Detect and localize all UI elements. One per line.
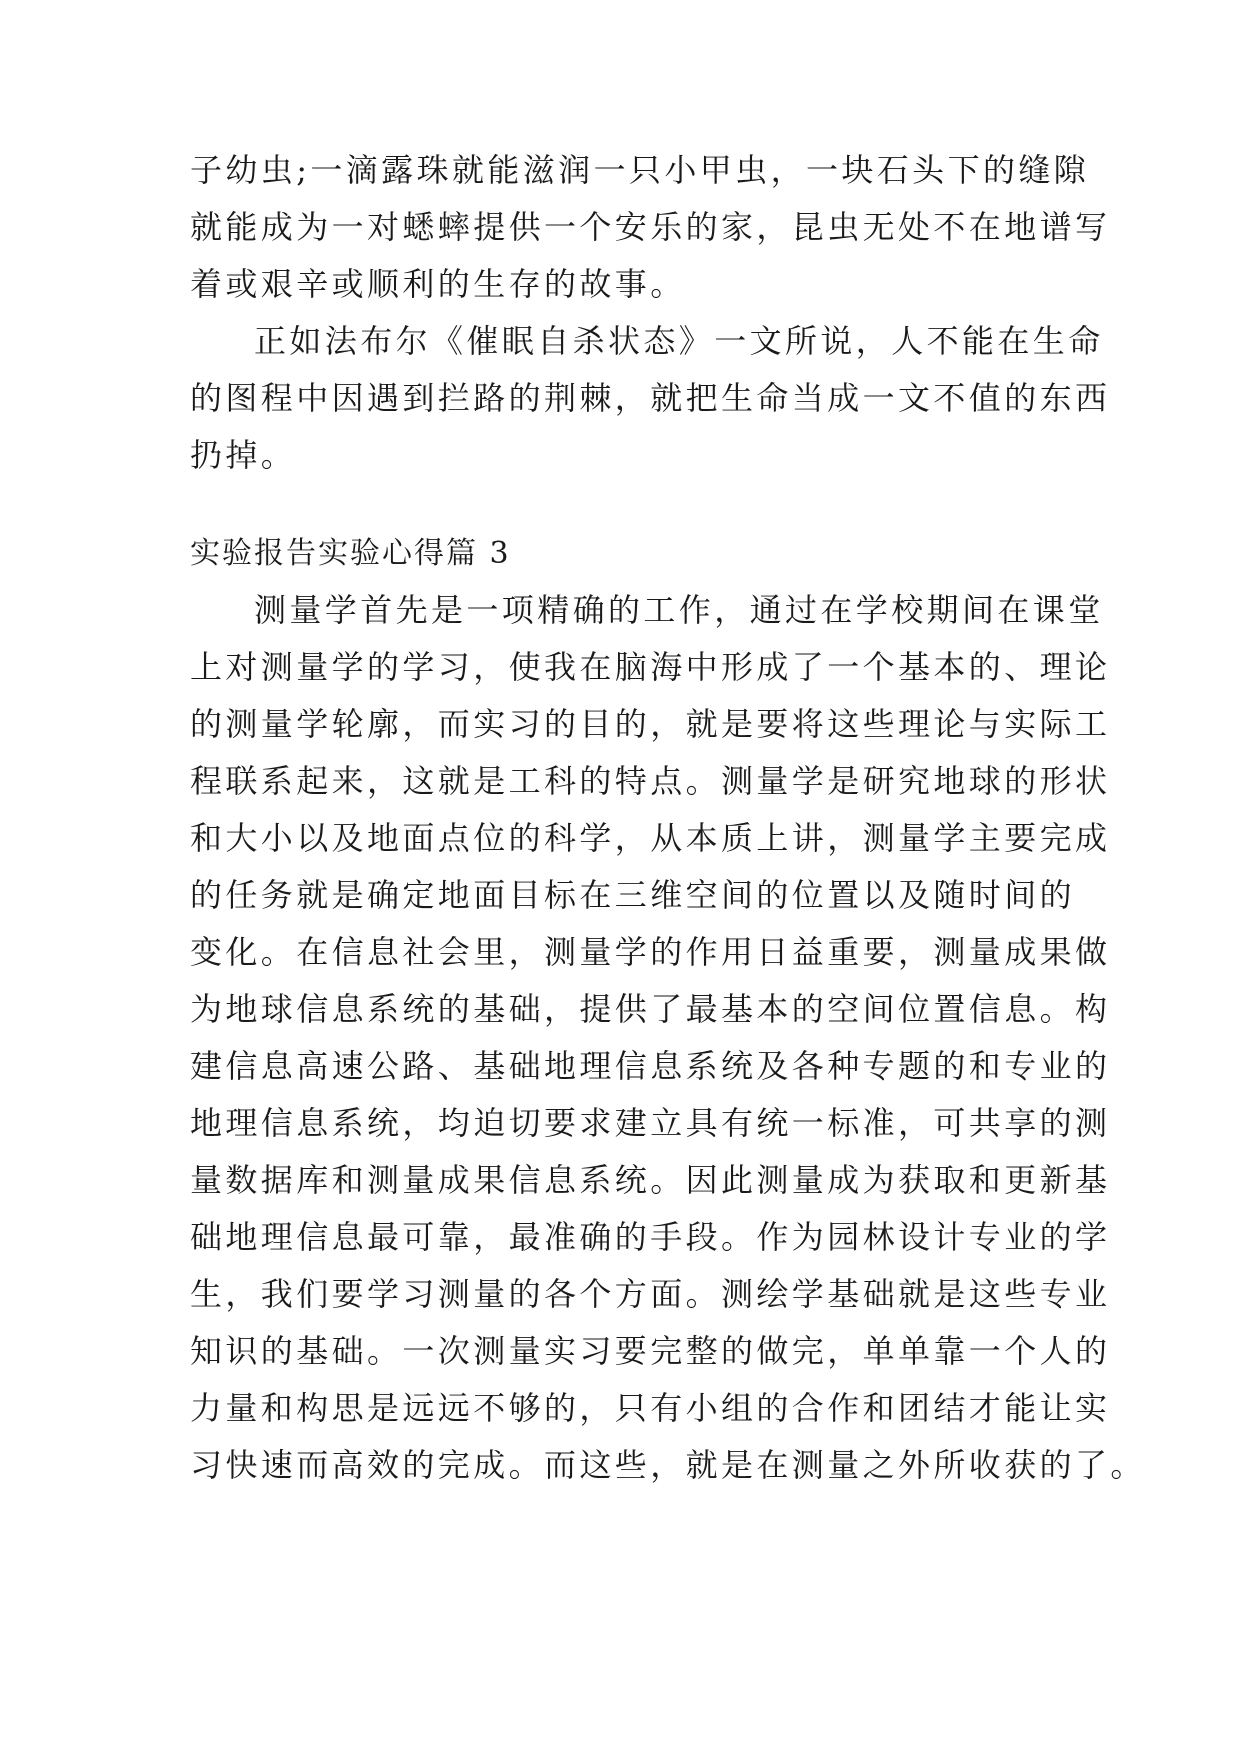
text-line: 建信息高速公路、基础地理信息系统及各种专题的和专业的 (190, 1047, 1111, 1085)
text-line: 础地理信息最可靠，最准确的手段。作为园林设计专业的学 (190, 1218, 1111, 1256)
text-line: 程联系起来，这就是工科的特点。测量学是研究地球的形状 (190, 762, 1111, 800)
text-line: 习快速而高效的完成。而这些，就是在测量之外所收获的了。 (190, 1446, 1146, 1484)
text-line: 知识的基础。一次测量实习要完整的做完，单单靠一个人的 (190, 1332, 1111, 1370)
text-line: 量数据库和测量成果信息系统。因此测量成为获取和更新基 (190, 1161, 1111, 1199)
text-line: 测量学首先是一项精确的工作，通过在学校期间在课堂 (254, 591, 1104, 629)
text-line: 扔掉。 (190, 436, 297, 474)
text-line: 和大小以及地面点位的科学，从本质上讲，测量学主要完成 (190, 819, 1111, 857)
text-line: 生，我们要学习测量的各个方面。测绘学基础就是这些专业 (190, 1275, 1111, 1313)
text-line: 变化。在信息社会里，测量学的作用日益重要，测量成果做 (190, 933, 1111, 971)
text-line: 就能成为一对蟋蟀提供一个安乐的家，昆虫无处不在地谱写 (190, 208, 1111, 246)
text-line: 的任务就是确定地面目标在三维空间的位置以及随时间的 (190, 876, 1076, 914)
text-line: 的测量学轮廓，而实习的目的，就是要将这些理论与实际工 (190, 705, 1111, 743)
text-line: 力量和构思是远远不够的，只有小组的合作和团结才能让实 (190, 1389, 1111, 1427)
text-line: 着或艰辛或顺利的生存的故事。 (190, 265, 686, 303)
text-line: 地理信息系统，均迫切要求建立具有统一标准，可共享的测 (190, 1104, 1111, 1142)
text-line: 为地球信息系统的基础，提供了最基本的空间位置信息。构 (190, 990, 1111, 1028)
text-line: 正如法布尔《催眠自杀状态》一文所说，人不能在生命 (254, 322, 1104, 360)
section-heading: 实验报告实验心得篇 3 (190, 536, 511, 571)
text-line: 子幼虫;一滴露珠就能滋润一只小甲虫，一块石头下的缝隙 (190, 151, 1090, 189)
text-line: 的图程中因遇到拦路的荆棘，就把生命当成一文不值的东西 (190, 379, 1111, 417)
text-line: 上对测量学的学习，使我在脑海中形成了一个基本的、理论 (190, 648, 1111, 686)
